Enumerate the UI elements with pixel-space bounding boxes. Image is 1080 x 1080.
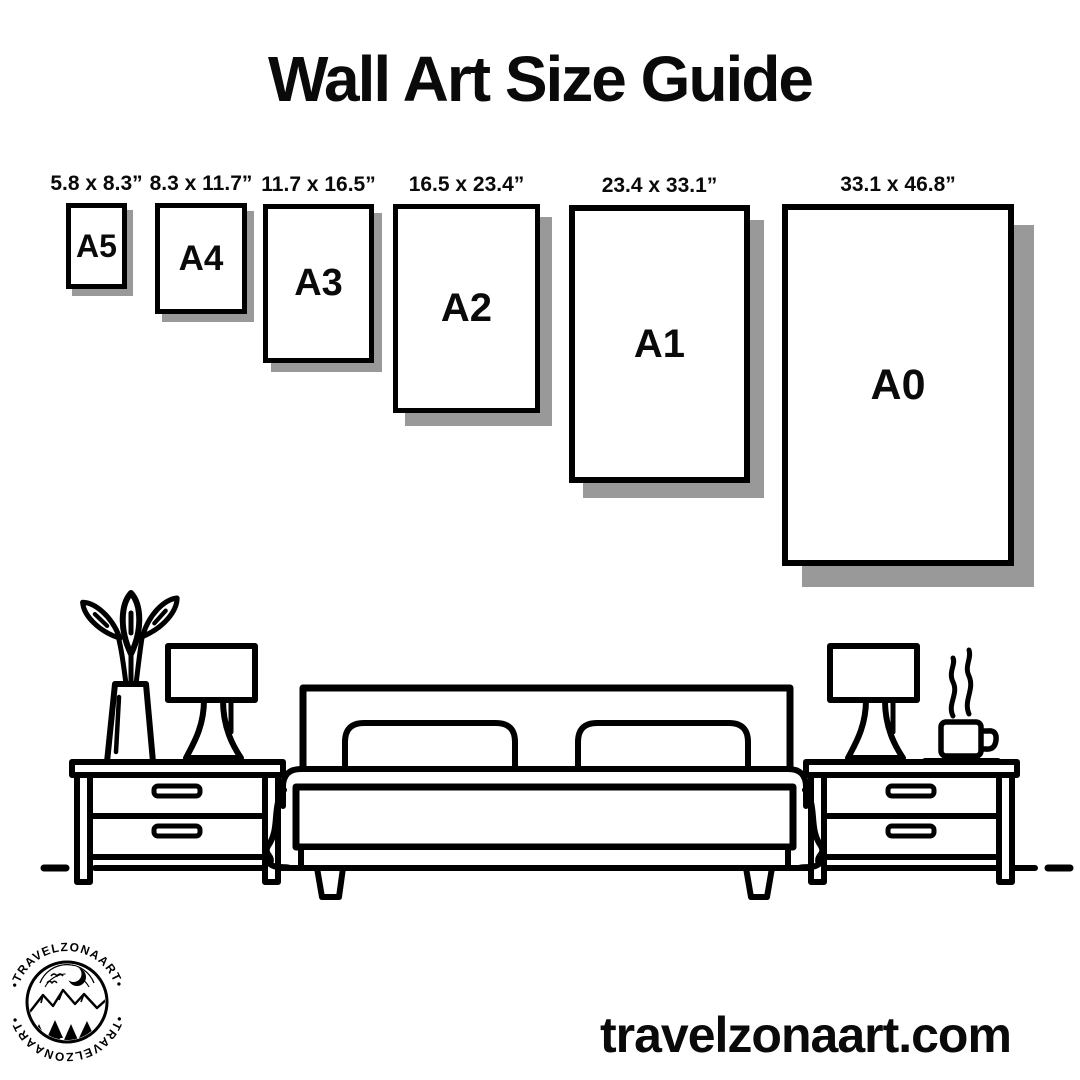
size-card-a2 [393, 173, 540, 413]
bed-icon [267, 688, 823, 897]
size-dimensions-label: 8.3 x 11.7” [149, 172, 253, 195]
size-card-a1 [569, 174, 750, 483]
website-url: travelzonaart.com [600, 1007, 1011, 1063]
paper-rectangle-a5 [66, 203, 127, 289]
right-nightstand-icon [806, 762, 1017, 882]
size-code-label: A1 [633, 321, 686, 366]
paper-rectangle-a4 [155, 203, 247, 314]
size-card-a5 [50, 172, 143, 289]
size-dimensions-label: 5.8 x 8.3” [50, 172, 143, 195]
bedroom-illustration [0, 580, 1080, 910]
size-code-label: A3 [294, 262, 343, 304]
size-card-a4 [149, 172, 253, 314]
mountains-icon [25, 990, 113, 1018]
page-title: Wall Art Size Guide [268, 43, 812, 115]
size-dimensions-label: 11.7 x 16.5” [261, 173, 376, 196]
logo-ring-text-top: •TRAVELZONAART• [7, 939, 127, 990]
paper-rectangle-a1 [569, 205, 750, 483]
paper-rectangle-a3 [263, 204, 374, 363]
size-card-a0 [782, 173, 1014, 566]
size-code-label: A2 [440, 286, 493, 330]
coffee-cup-icon [925, 650, 998, 761]
size-dimensions-label: 23.4 x 33.1” [601, 174, 718, 197]
brand-logo [5, 936, 129, 1068]
paper-rectangle-a0 [782, 204, 1014, 566]
size-card-a3 [261, 173, 376, 363]
left-table-lamp-icon [168, 646, 255, 758]
paper-rectangle-a2 [393, 204, 540, 413]
size-code-label: A4 [178, 238, 224, 278]
logo-ring-text-bottom: •TRAVELZONAART• [7, 1014, 127, 1065]
size-code-label: A0 [870, 360, 926, 409]
size-dimensions-label: 33.1 x 46.8” [840, 173, 956, 196]
bird-icon [51, 974, 63, 976]
size-dimensions-label: 16.5 x 23.4” [408, 173, 525, 196]
bed-foot-right [746, 868, 772, 897]
right-table-lamp-icon [830, 646, 917, 758]
size-code-label: A5 [76, 227, 117, 264]
left-nightstand-icon [72, 762, 283, 882]
bed-foot-left [317, 868, 343, 897]
